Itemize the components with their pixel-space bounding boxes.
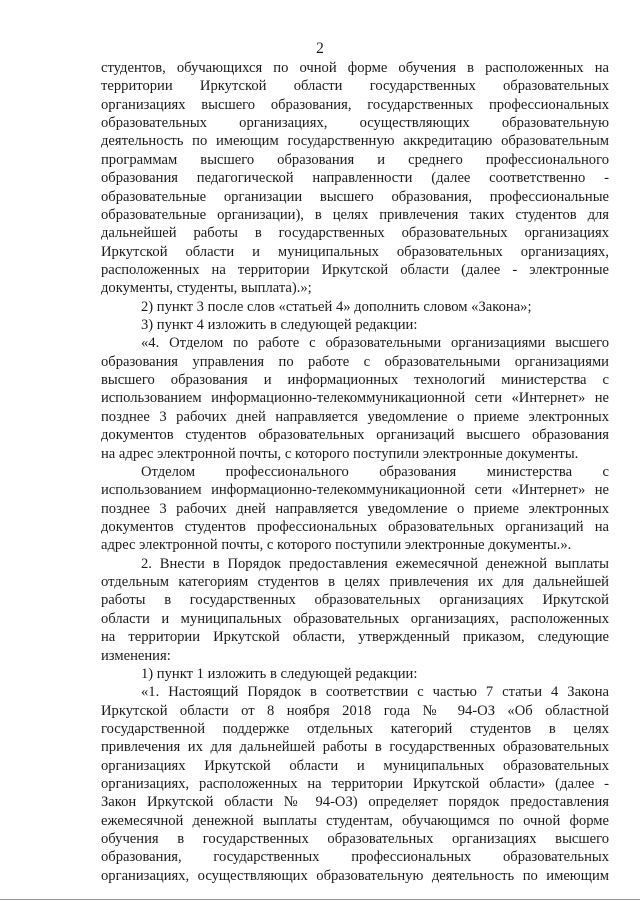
bottom-divider	[0, 899, 640, 900]
text-line: 2) пункт 3 после слов «статьей 4» дополнить словом «Закона»;	[141, 298, 532, 315]
text-line: «4. Отделом по работе с образовательными организациями высшего	[141, 335, 609, 352]
text-line: студентов, обучающихся по очной форме обучения в расположенных на	[101, 60, 609, 76]
text-line: территории Иркутской области государственных образовательных	[101, 78, 609, 95]
text-line: образования педагогической направленности (далее соответственно -	[101, 170, 609, 187]
text-line: документов студентов профессиональных образовательных организаций на	[101, 518, 609, 535]
text-line: обучения в государственных образовательных организациях высшего	[101, 831, 609, 848]
text-line: образовательные организации высшего образования, профессиональные	[101, 188, 609, 205]
text-line: «1. Настоящий Порядок в соответствии с частью 7 статьи 4 Закона	[141, 684, 609, 701]
text-line: образовательных организациях, осуществляющих образовательную	[101, 115, 609, 132]
text-line: организациях высшего образования, государственных профессиональных	[101, 96, 609, 113]
text-line: деятельность по имеющим государственную аккредитацию образовательным	[101, 133, 609, 150]
text-line: 2. Внести в Порядок предоставления ежемесячной денежной выплаты	[141, 555, 609, 572]
text-line: организациях Иркутской области и муниципальных образовательных	[101, 757, 609, 774]
text-line: на адрес электронной почты, с которого поступили электронные документы.	[101, 445, 579, 462]
text-line: использованием информационно-телекоммуникационной сети «Интернет» не	[101, 482, 609, 499]
text-line: Иркутской области от 8 ноября 2018 года № 94-ОЗ «Об областной	[101, 702, 609, 719]
text-line: дальнейшей работы в государственных образовательных организациях	[101, 225, 609, 242]
text-line: Отделом профессионального образования министерства с	[141, 463, 609, 480]
text-line: 3) пункт 4 изложить в следующей редакции:	[141, 317, 418, 334]
text-line: документы, студенты, выплата).»;	[101, 280, 312, 297]
text-line: работы в государственных образовательных организациях Иркутской	[101, 592, 609, 609]
text-line: программам высшего образования и среднего профессионального	[101, 151, 609, 168]
text-line: позднее 3 рабочих дней направляется уведомление о приеме электронных	[101, 408, 609, 425]
text-line: позднее 3 рабочих дней направляется уведомление о приеме электронных	[101, 500, 609, 517]
text-line: образовательные организации), в целях привлечения таких студентов для	[101, 206, 609, 223]
text-line: расположенных на территории Иркутской области (далее - электронные	[101, 261, 609, 278]
text-line: высшего образования и информационных технологий министерства с	[101, 372, 609, 389]
text-line: на территории Иркутской области, утвержденный приказом, следующие	[101, 629, 609, 646]
text-line: использованием информационно-телекоммуникационной сети «Интернет» не	[101, 390, 609, 407]
text-line: государственной поддержке отдельных категорий студентов в целях	[101, 720, 609, 737]
text-line: изменения:	[101, 647, 171, 664]
text-line: образования, государственных профессиональных образовательных	[101, 849, 609, 866]
text-line: организациях, осуществляющих образовательную деятельность по имеющим	[101, 867, 609, 884]
document-body	[101, 59, 609, 885]
text-line: Иркутской области и муниципальных образовательных организациях,	[101, 243, 609, 260]
text-line: организациях, расположенных на территории Иркутской области» (далее -	[101, 776, 609, 793]
text-line: привлечения их для дальнейшей работы в государственных образовательных	[101, 739, 609, 756]
text-line: Закон Иркутской области № 94-ОЗ) определяет порядок предоставления	[101, 794, 609, 811]
text-line: отдельным категориям студентов в целях привлечения их для дальнейшей	[101, 574, 609, 591]
page-number: 2	[316, 40, 324, 57]
text-line: ежемесячной денежной выплаты студентам, обучающимся по очной форме	[101, 812, 609, 829]
text-line: документов студентов образовательных организаций высшего образования	[101, 427, 609, 444]
text-line: области и муниципальных образовательных организациях, расположенных	[101, 610, 609, 627]
text-line: адрес электронной почты, с которого поступили электронные документы.».	[101, 537, 572, 554]
text-line: 1) пункт 1 изложить в следующей редакции:	[141, 665, 418, 682]
text-line: образования управления по работе с образовательными организациями	[101, 353, 609, 370]
